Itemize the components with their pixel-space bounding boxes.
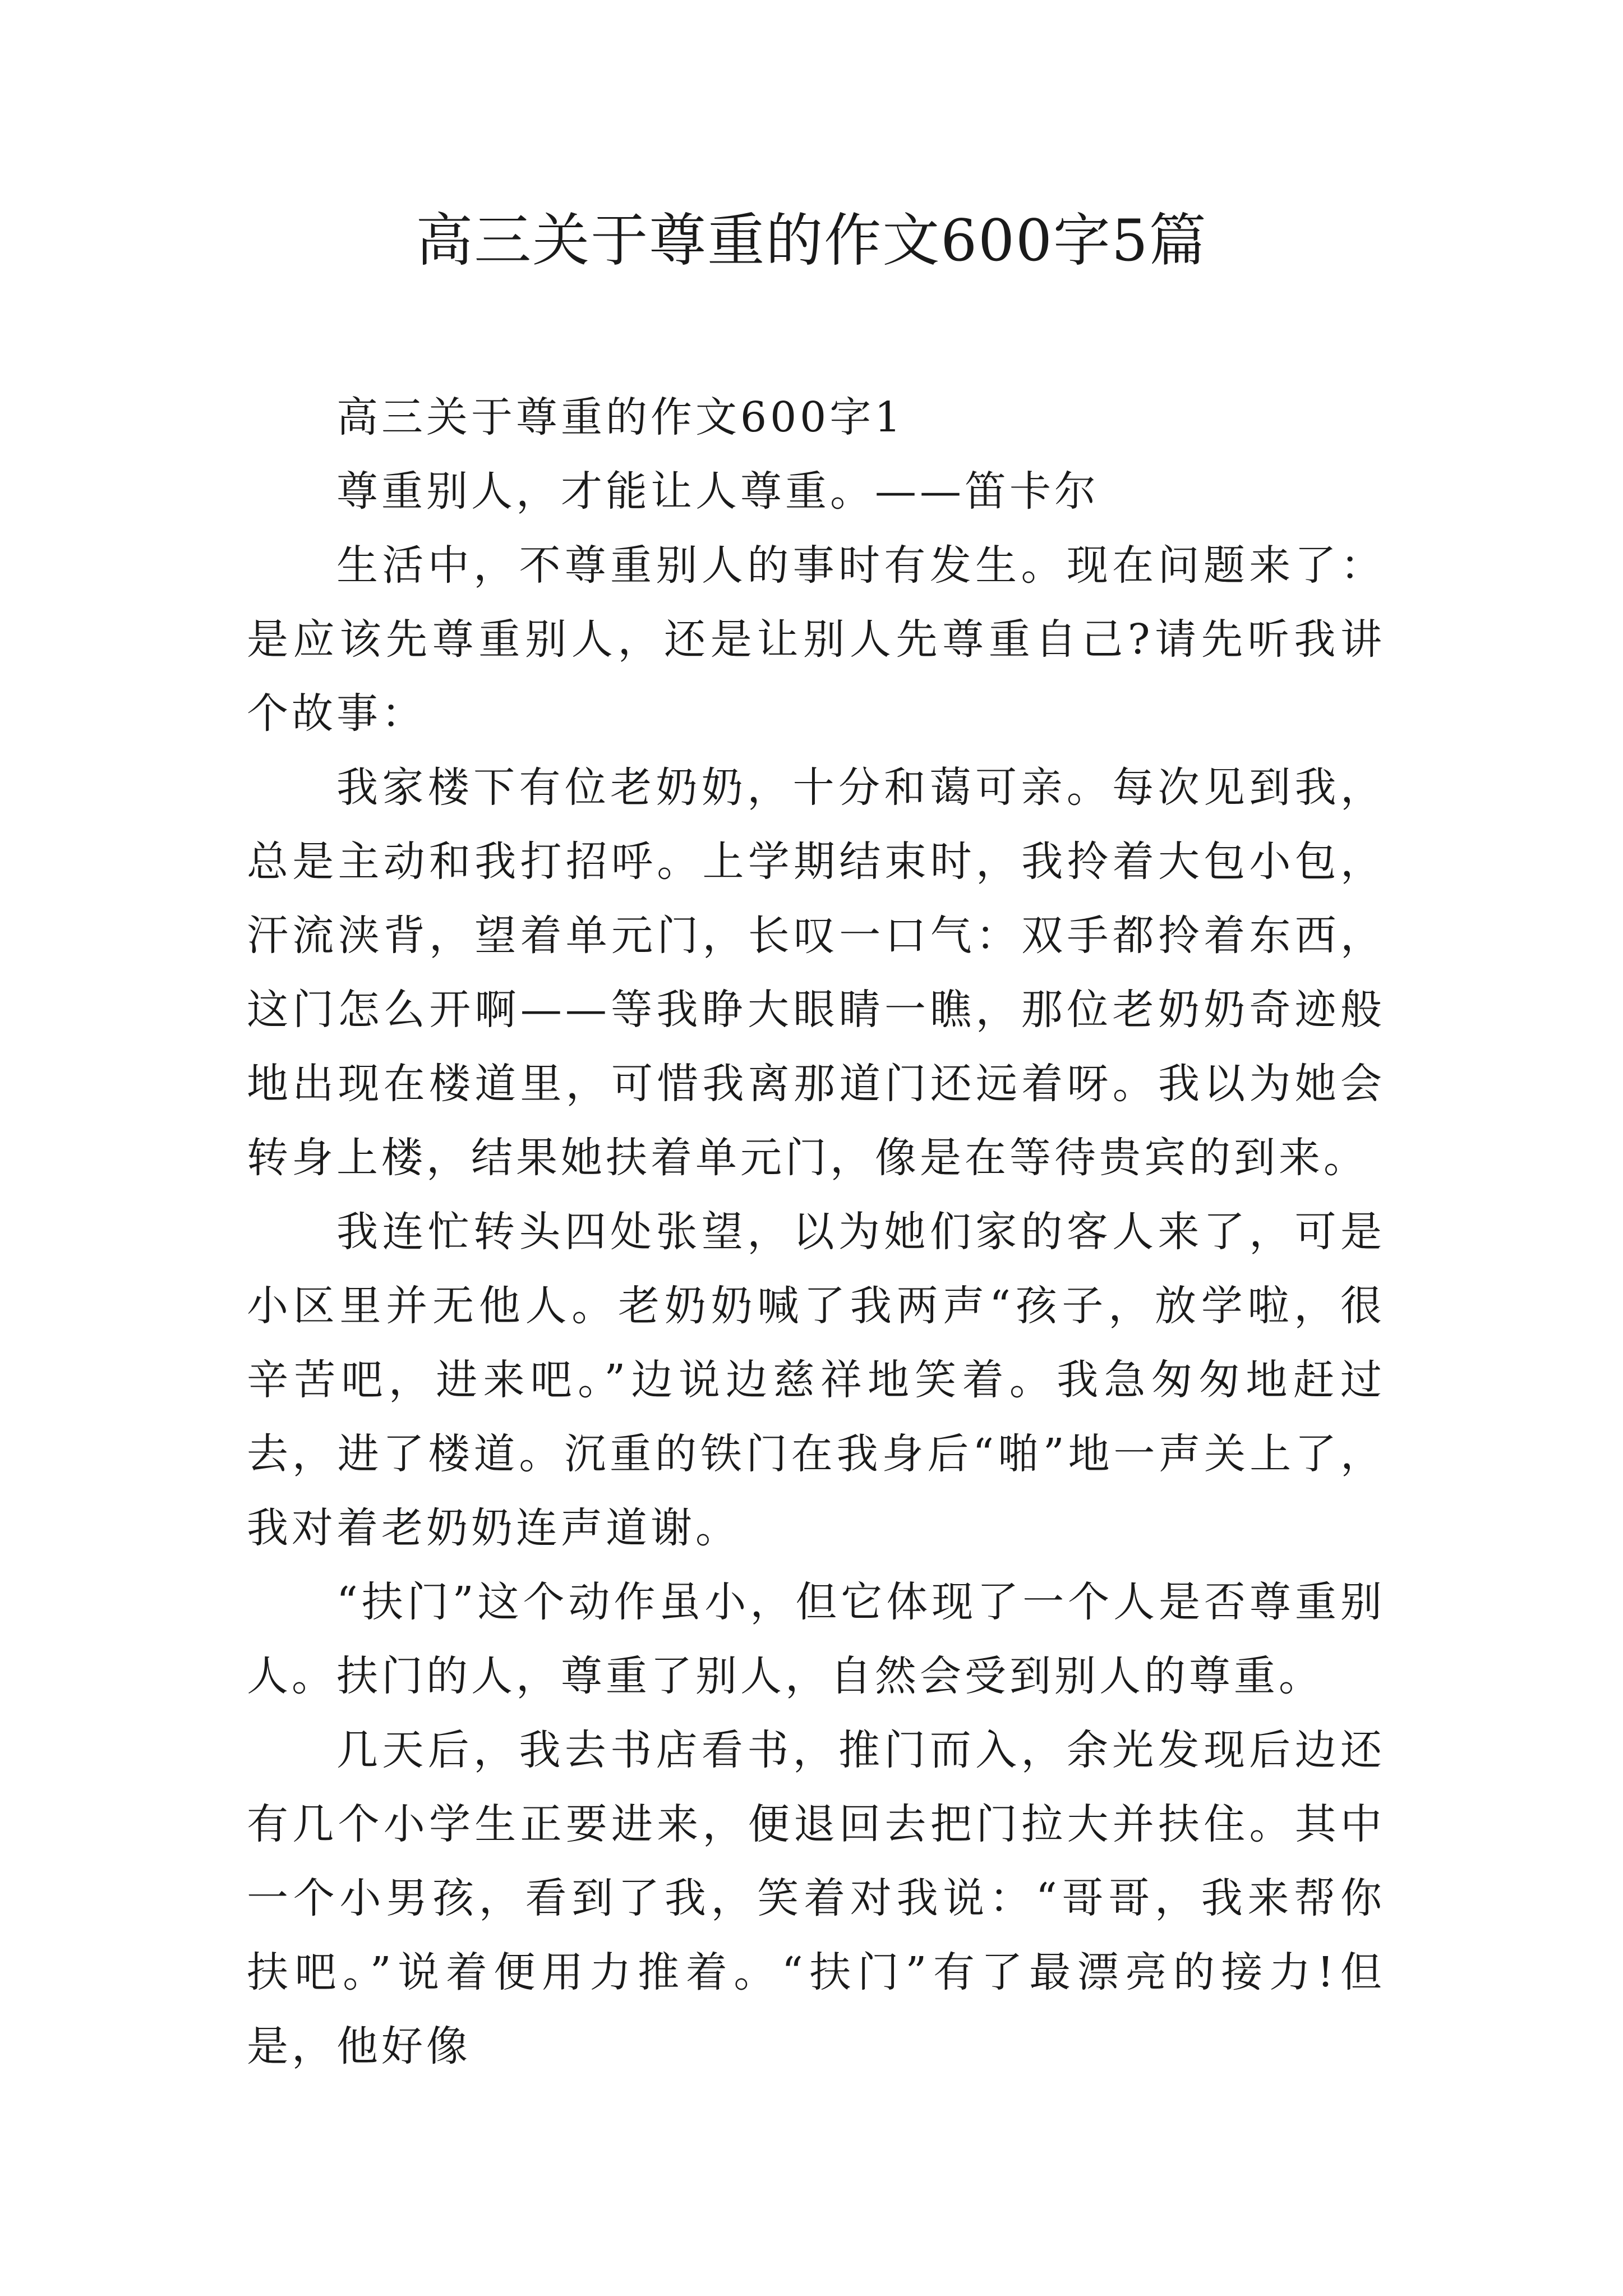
paragraph: “扶门”这个动作虽小，但它体现了一个人是否尊重别人。扶门的人，尊重了别人，自然会受到别人的尊重。 — [247, 1578, 1385, 1700]
paragraph: 几天后，我去书店看书，推门而入，余光发现后边还有几个小学生正要进来，便退回去把门拉大并扶住。其中一个小男孩，看到了我，笑着对我说：“哥哥，我来帮你扶吧。”说着便用力推着。“扶门”有了最漂亮的接力!但是，他好像 — [247, 1726, 1385, 2070]
paragraph-quote: 尊重别人，才能让人尊重。——笛卡尔 — [336, 467, 1099, 516]
document-body — [247, 380, 1385, 2083]
document-title: 高三关于尊重的作文600字5篇 — [416, 208, 1207, 274]
paragraph: 生活中，不尊重别人的事时有发生。现在问题来了：是应该先尊重别人，还是让别人先尊重自己?请先听我讲个故事： — [247, 541, 1385, 738]
paragraph-essay-heading: 高三关于尊重的作文600字1 — [336, 393, 905, 441]
paragraph: 我连忙转头四处张望，以为她们家的客人来了，可是小区里并无他人。老奶奶喊了我两声“孩子，放学啦，很辛苦吧，进来吧。”边说边慈祥地笑着。我急匆匆地赶过去，进了楼道。沉重的铁门在我身后“啪”地一声关上了，我对着老奶奶连声道谢。 — [247, 1208, 1385, 1552]
paragraph: 我家楼下有位老奶奶，十分和蔼可亲。每次见到我，总是主动和我打招呼。上学期结束时，我拎着大包小包，汗流浃背，望着单元门，长叹一口气：双手都拎着东西，这门怎么开啊——等我睁大眼睛一瞧，那位老奶奶奇迹般地出现在楼道里，可惜我离那道门还远着呀。我以为她会转身上楼，结果她扶着单元门，像是在等待贵宾的到来。 — [247, 763, 1385, 1182]
